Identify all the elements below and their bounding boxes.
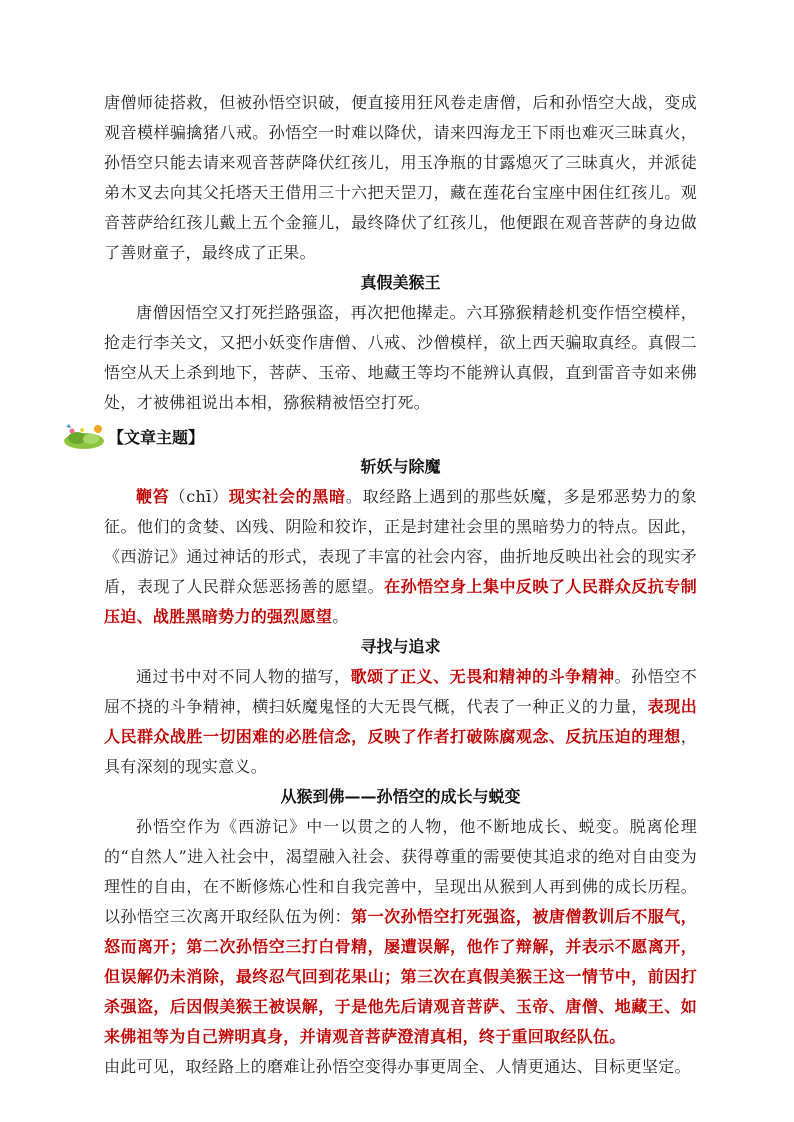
section-label: 【文章主题】	[108, 427, 205, 447]
theme-title-seeking-pursuit: 寻找与追求	[360, 637, 441, 656]
story-title-true-false-monkey-king: 真假美猴王	[360, 273, 441, 292]
theme-paragraph: 通过书中对不同人物的描写，歌颂了正义、无畏和精神的斗争精神。孙悟空不屈不挠的斗争精神，横扫妖魔鬼怪的大无畏气概，代表了一种正义的力量，表现出人民群众战胜一切困难的必胜信念，反映了作者打破陈腐观念、反抗压迫的理想，具有深刻的现实意义。	[104, 667, 697, 776]
story-paragraph: 唐僧因悟空又打死拦路强盗，再次把他撵走。六耳猕猴精趁机变作悟空模样，抢走行李关文，又把小妖变作唐僧、八戒、沙僧模样，欲上西天骗取真经。真假二悟空从天上杀到地下，菩萨、玉帝、地藏王等均不能辨认真假，直到雷音寺如来佛处，才被佛祖说出本相，猕猴精被悟空打死。	[104, 303, 697, 412]
theme-paragraph: 鞭笞（chī）现实社会的黑暗。取经路上遇到的那些妖魔，多是邪恶势力的象征。他们的贪婪、凶残、阴险和狡诈，正是封建社会里的黑暗势力的特点。因此，《西游记》通过神话的形式，表现了丰富的社会内容，曲折地反映出社会的现实矛盾，表现了人民群众惩恶扬善的愿望。在孙悟空身上集中反映了人民群众反抗专制压迫、战胜黑暗势力的强烈愿望。	[104, 487, 697, 626]
story-paragraph: 唐僧师徒搭救，但被孙悟空识破，便直接用狂风卷走唐僧，后和孙悟空大战，变成观音模样骗擒猪八戒。孙悟空一时难以降伏，请来四海龙王下雨也难灭三昧真火，孙悟空只能去请来观音菩萨降伏红孩儿，用玉净瓶的甘露熄灭了三昧真火，并派徒弟木叉去向其父托塔天王借用三十六把天罡刀，藏在莲花台宝座中困住红孩儿。观音菩萨给红孩儿戴上五个金箍儿，最终降伏了红孩儿，他便跟在观音菩萨的身边做了善财童子，最终成了正果。	[104, 93, 697, 262]
theme-paragraph: 孙悟空作为《西游记》中一以贯之的人物，他不断地成长、蜕变。脱离伦理的“自然人”进入社会中，渴望融入社会、获得尊重的需要使其追求的绝对自由变为理性的自由，在不断修炼心性和自我完善中，呈现出从猴到人再到佛的成长历程。以孙悟空三次离开取经队伍为例：第一次孙悟空打死强盗，被唐僧教训后不服气，怒而离开；第二次孙悟空三打白骨精，屡遭误解，他作了辩解，并表示不愿离开，但误解仍未消除，最终忍气回到花果山；第三次在真假美猴王这一情节中，前因打杀强盗，后因假美猴王被误解，于是他先后请观音菩萨、玉帝、唐僧、地藏王、如来佛祖等为自己辨明真身，并请观音菩萨澄清真相，终于重回取经队伍。	[104, 817, 697, 1046]
theme-title-slaying-demons: 斩妖与除魔	[360, 457, 441, 476]
section-header	[60, 420, 697, 452]
leaf-bird-logo-icon	[60, 421, 108, 451]
theme-paragraph-conclusion: 由此可见，取经路上的磨难让孙悟空变得办事更周全、人情更通达、目标更坚定。	[104, 1057, 691, 1076]
theme-title-monkey-to-buddha: 从猴到佛——孙悟空的成长与蜕变	[280, 787, 521, 806]
